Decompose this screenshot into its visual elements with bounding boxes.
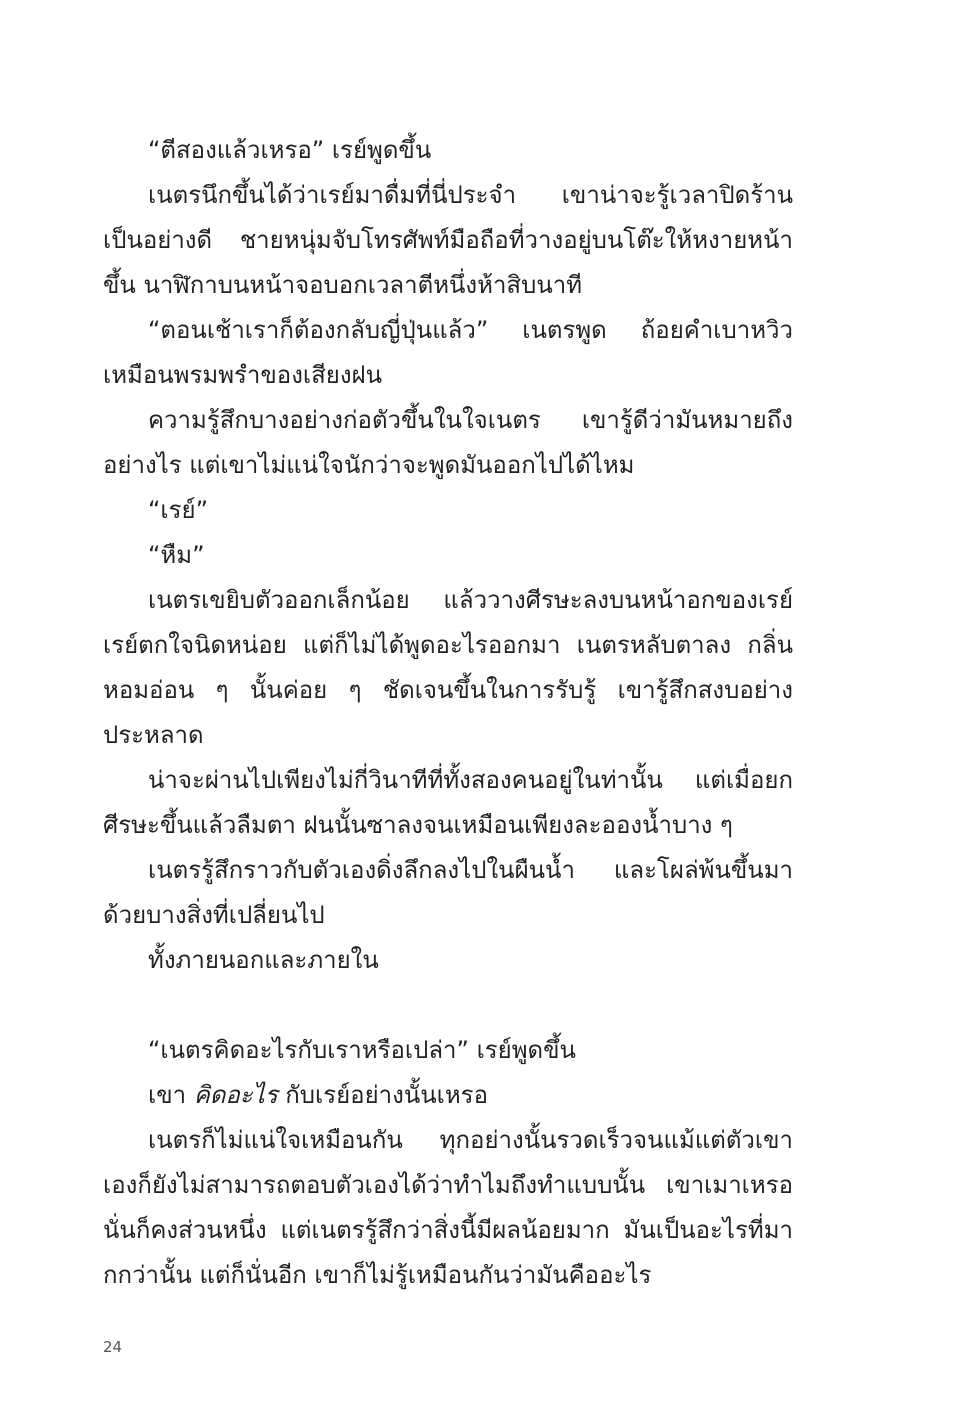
paragraph: เนตรเขยิบตัวออกเล็กน้อย แล้ววางศีรษะลงบนหน้าอกของเรย์ เรย์ตกใจนิดหน่อย แต่ก็ไม่ได้พูดอะไรออกมา เนตรหลับตาลง กลิ่นหอมอ่อน ๆ นั้นค่อย ๆ ชัดเจนขึ้นในการรับรู้ เขารู้สึกสงบอย่างประหลาด: [103, 586, 793, 749]
text-segment: กับเรย์อย่างนั้นเหรอ: [277, 1081, 488, 1109]
paragraph: ทั้งภายนอกและภายใน: [148, 946, 379, 974]
paragraph: “เรย์”: [148, 496, 209, 524]
paragraph: “ตอนเช้าเราก็ต้องกลับญี่ปุ่นแล้ว” เนตรพูด ถ้อยคำเบาหวิวเหมือนพรมพรำของเสียงฝน: [103, 316, 793, 389]
paragraph-with-italic: [103, 1073, 793, 1118]
paragraph: เนตรนึกขึ้นได้ว่าเรย์มาดื่มที่นี่ประจำ เขาน่าจะรู้เวลาปิดร้านเป็นอย่างดี ชายหนุ่มจับโทรศัพท์มือถือที่วางอยู่บนโต๊ะให้หงายหน้าขึ้น นาฬิกาบนหน้าจอบอกเวลาตีหนึ่งห้าสิบนาที: [103, 181, 793, 299]
paragraph: “เนตรคิดอะไรกับเราหรือเปล่า” เรย์พูดขึ้น: [148, 1036, 576, 1064]
paragraph: น่าจะผ่านไปเพียงไม่กี่วินาทีที่ทั้งสองคนอยู่ในท่านั้น แต่เมื่อยกศีรษะขึ้นแล้วลืมตา ฝนนั้นซาลงจนเหมือนเพียงละอองน้ำบาง ๆ: [103, 766, 793, 839]
paragraph: เนตรก็ไม่แน่ใจเหมือนกัน ทุกอย่างนั้นรวดเร็วจนแม้แต่ตัวเขาเองก็ยังไม่สามารถตอบตัวเองได้ว่าทำไมถึงทำแบบนั้น เขาเมาเหรอ นั่นก็คงส่วนหนึ่ง แต่เนตรรู้สึกว่าสิ่งนี้มีผลน้อยมาก มันเป็นอะไรที่มากกว่านั้น แต่ก็นั่นอีก เขาก็ไม่รู้เหมือนกันว่ามันคืออะไร: [103, 1126, 793, 1289]
paragraph: ความรู้สึกบางอย่างก่อตัวขึ้นในใจเนตร เขารู้ดีว่ามันหมายถึงอย่างไร แต่เขาไม่แน่ใจนักว่าจะพูดมันออกไปได้ไหม: [103, 406, 793, 479]
text-segment: เขา: [148, 1081, 194, 1109]
paragraph: “หืม”: [148, 541, 205, 569]
body-text: [103, 128, 793, 1298]
paragraph: “ตีสองแล้วเหรอ” เรย์พูดขึ้น: [148, 136, 432, 164]
section-break: [103, 983, 793, 1028]
italic-text: คิดอะไร: [193, 1081, 278, 1109]
page-number: 24: [103, 1338, 123, 1356]
paragraph: เนตรรู้สึกราวกับตัวเองดิ่งลึกลงไปในผืนน้ำ และโผล่พ้นขึ้นมาด้วยบางสิ่งที่เปลี่ยนไป: [103, 856, 793, 929]
